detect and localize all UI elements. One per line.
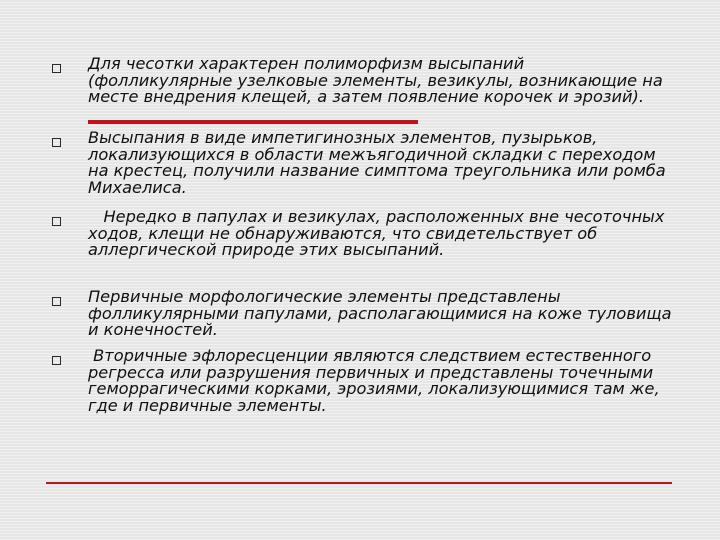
square-bullet-icon: [52, 356, 61, 365]
square-bullet-icon: [52, 64, 61, 73]
bottom-divider: [46, 482, 672, 484]
bullet-text: Нередко в папулах и везикулах, расположенных вне чесоточных ходов, клещи не обнаруживаются, что свидетельствует об аллергической природе этих высыпаний.: [88, 207, 670, 259]
bullet-text: Высыпания в виде импетигинозных элементов, пузырьков, локализующихся в области межъягодичной складки с переходом на крестец, получили название симптома треугольника или ромба Михаелиса.: [88, 128, 671, 197]
bullet-text: Для чесотки характерен полиморфизм высыпаний (фолликулярные узелковые элементы, везикулы, возникающие на месте внедрения клещей, а затем появление корочек и эрозий).: [88, 54, 668, 106]
square-bullet-icon: [52, 297, 61, 306]
bullet-text: Вторичные эфлоресценции являются следствием естественного регресса или разрушения первичных и представлены точечными геморрагическими корками, эрозиями, локализующимися там же, где и первичные элементы.: [88, 346, 665, 415]
square-bullet-icon: [52, 217, 61, 226]
square-bullet-icon: [52, 138, 61, 147]
bullet-text: Первичные морфологические элементы представлены фолликулярными папулами, располагающимися на коже туловища и конечностей.: [88, 287, 677, 339]
